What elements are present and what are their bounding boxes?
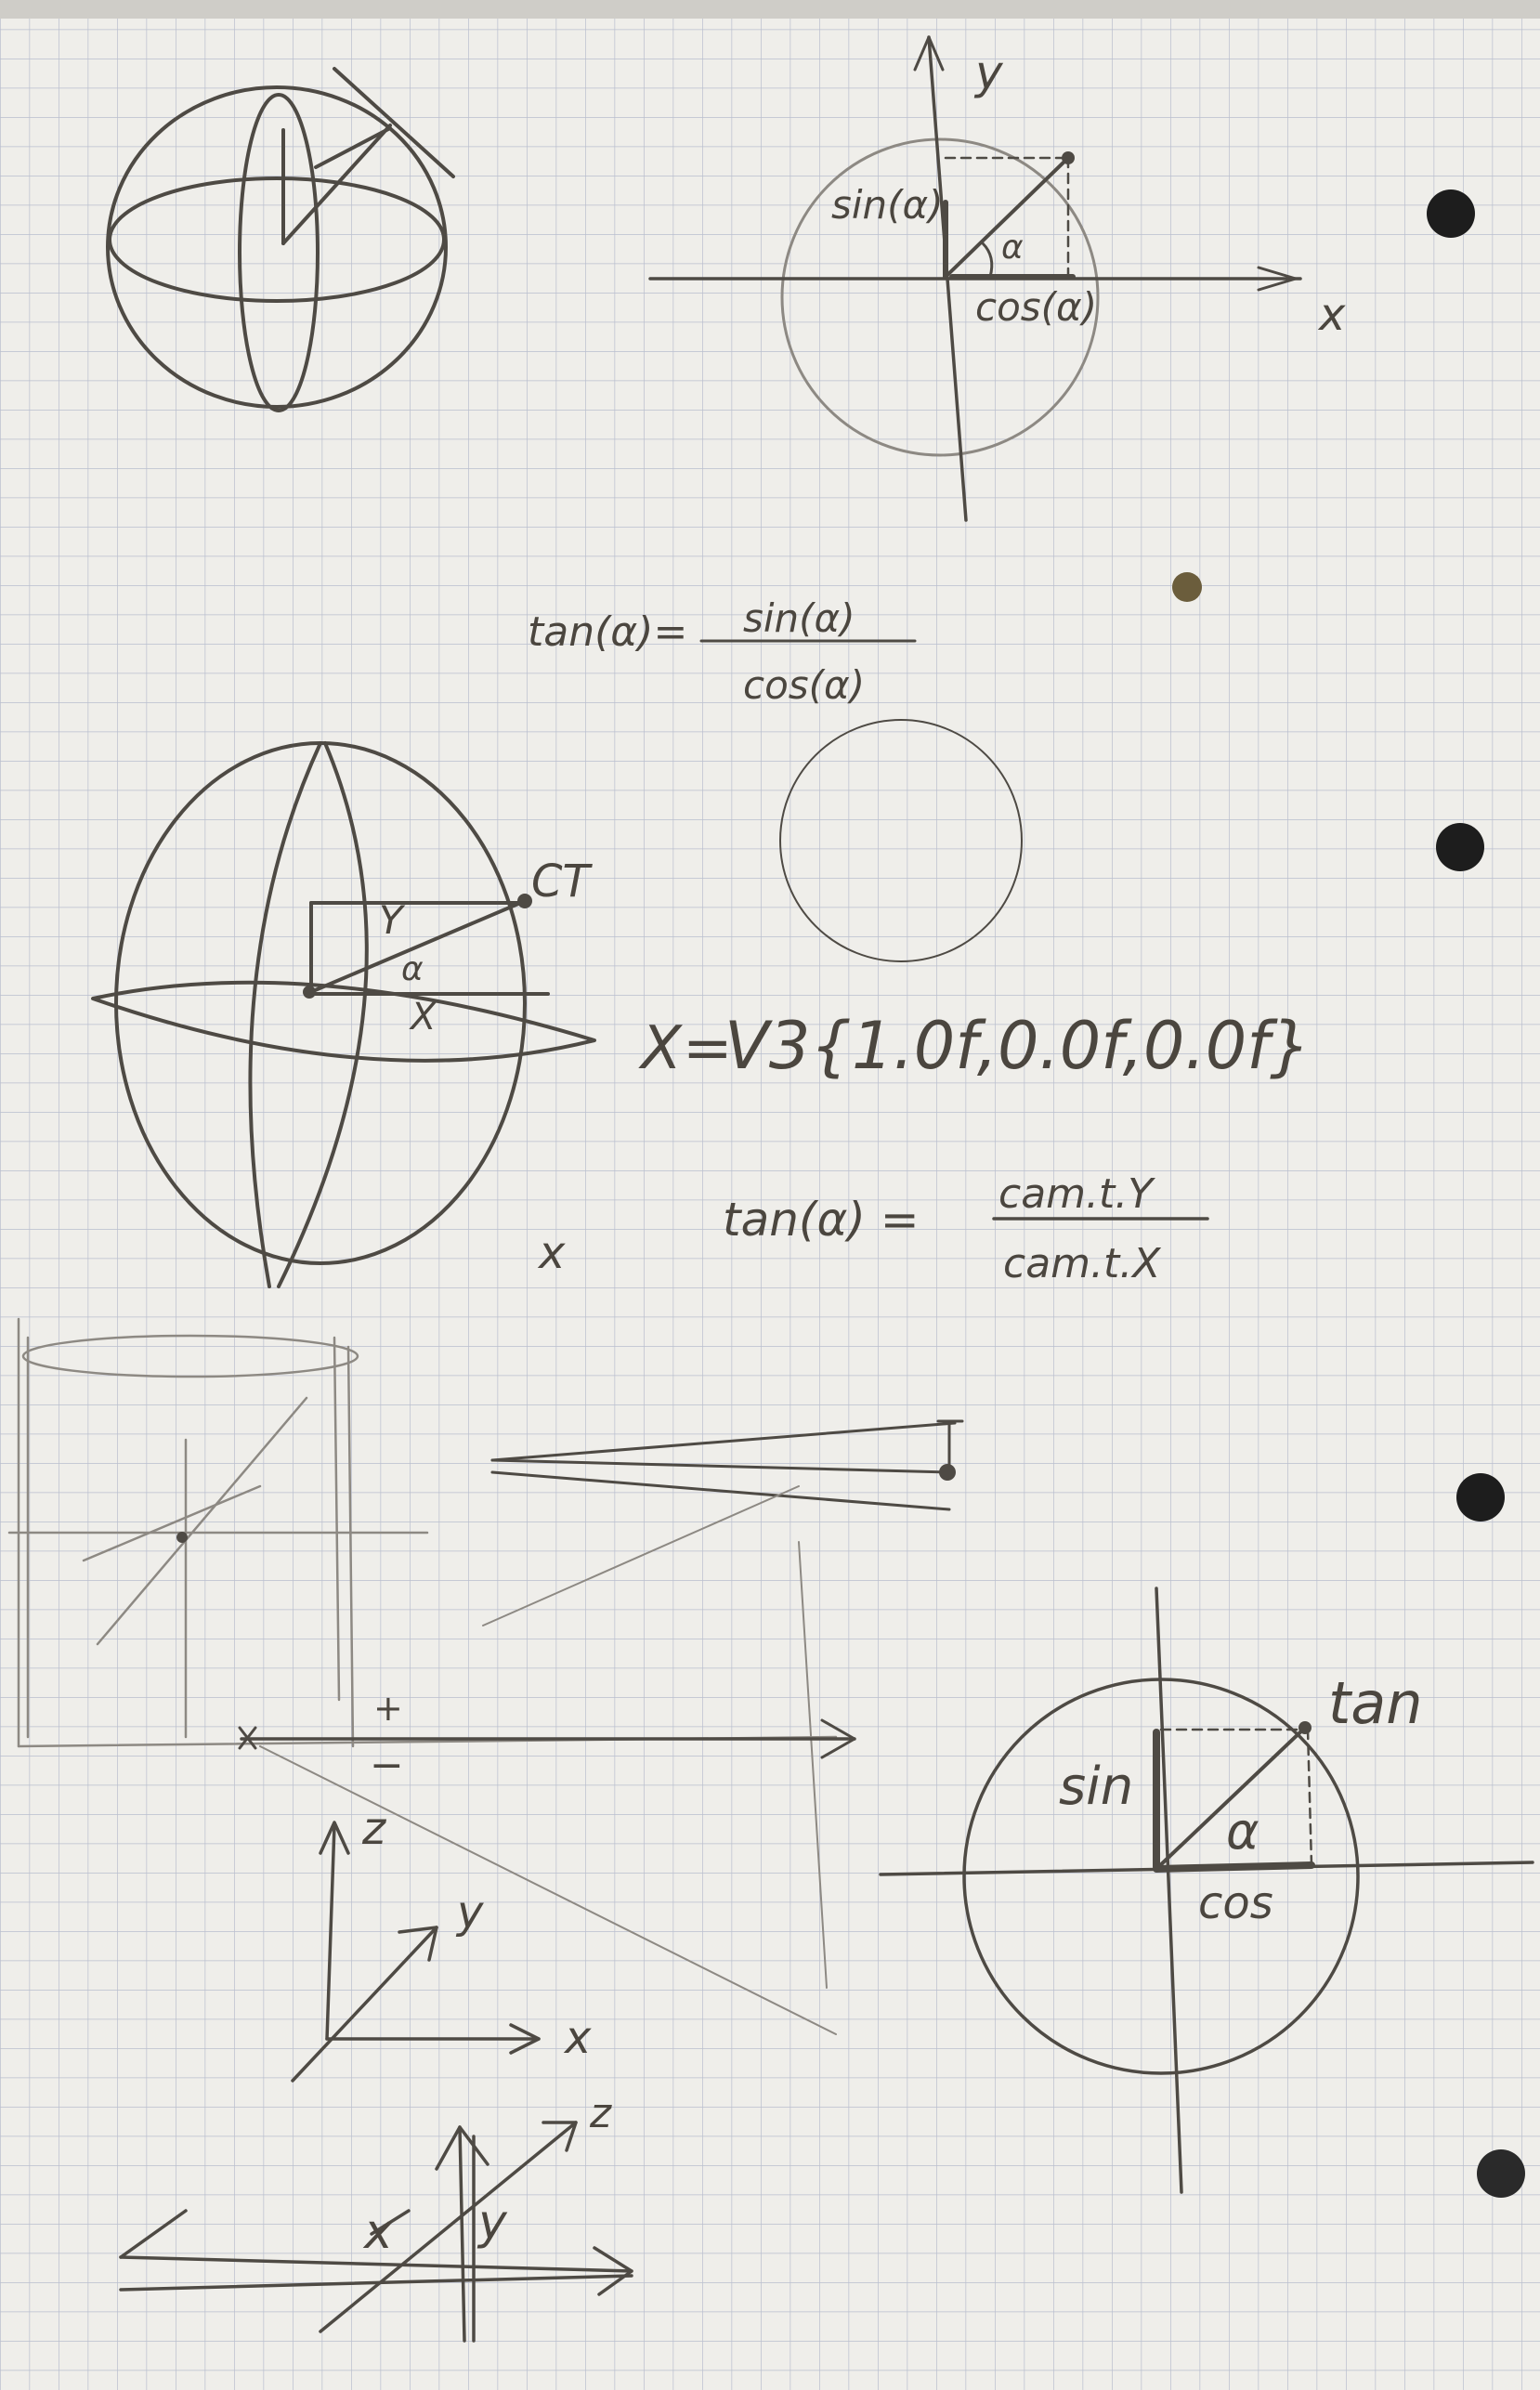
axis-label-y: y xyxy=(975,46,1003,99)
cos-label-bottom: cos xyxy=(1198,1877,1273,1929)
cos-label: cos(α) xyxy=(975,284,1098,330)
stray-x-label: x xyxy=(539,1227,566,1279)
sin-label: sin(α) xyxy=(831,182,944,228)
sphere-angle-label: α xyxy=(401,950,424,988)
angle-label: α xyxy=(1001,229,1024,267)
tan-cam-lhs: tan(α) = xyxy=(723,1193,920,1247)
vector-x-prefix: X xyxy=(641,1014,682,1083)
axis-label-x: x xyxy=(1319,289,1346,341)
tan-cam-numerator: cam.t.Y xyxy=(998,1170,1154,1218)
bottom-z-label: z xyxy=(590,2090,612,2137)
top-edge-shadow xyxy=(0,0,1540,19)
pencil-dot xyxy=(1172,572,1202,602)
xyz-z-label: z xyxy=(362,1803,386,1855)
vector-equals: = xyxy=(683,1014,733,1083)
point-label-ct: CT xyxy=(531,855,590,908)
tan-formula-numerator: sin(α) xyxy=(743,595,855,641)
axis-plus-sign: + xyxy=(373,1688,403,1729)
tan-formula-lhs: tan(α)= xyxy=(528,608,688,656)
punch-hole xyxy=(1477,2149,1525,2198)
xyz-y-label: y xyxy=(457,1887,484,1939)
punch-hole xyxy=(1436,823,1484,871)
punch-hole xyxy=(1456,1473,1505,1522)
vector-value: V3{1.0f,0.0f,0.0f} xyxy=(724,1008,1312,1084)
angle-label-bottom: α xyxy=(1226,1802,1259,1861)
xyz-x-label: x xyxy=(565,2012,592,2064)
axis-minus-sign: − xyxy=(370,1742,404,1789)
sphere-x-label: X xyxy=(411,996,437,1038)
tan-cam-denominator: cam.t.X xyxy=(1003,1240,1161,1287)
tan-formula-denominator: cos(α) xyxy=(743,662,866,708)
sin-label-bottom: sin xyxy=(1059,1757,1134,1817)
bottom-x-label: x xyxy=(364,2204,393,2260)
bottom-y-label: y xyxy=(478,2195,507,2251)
tan-label: tan xyxy=(1328,1669,1423,1737)
cylinder-center xyxy=(176,1532,188,1543)
sphere-y-label: Y xyxy=(379,897,403,943)
punch-hole xyxy=(1427,189,1475,238)
vector-definition xyxy=(638,1008,1311,1084)
